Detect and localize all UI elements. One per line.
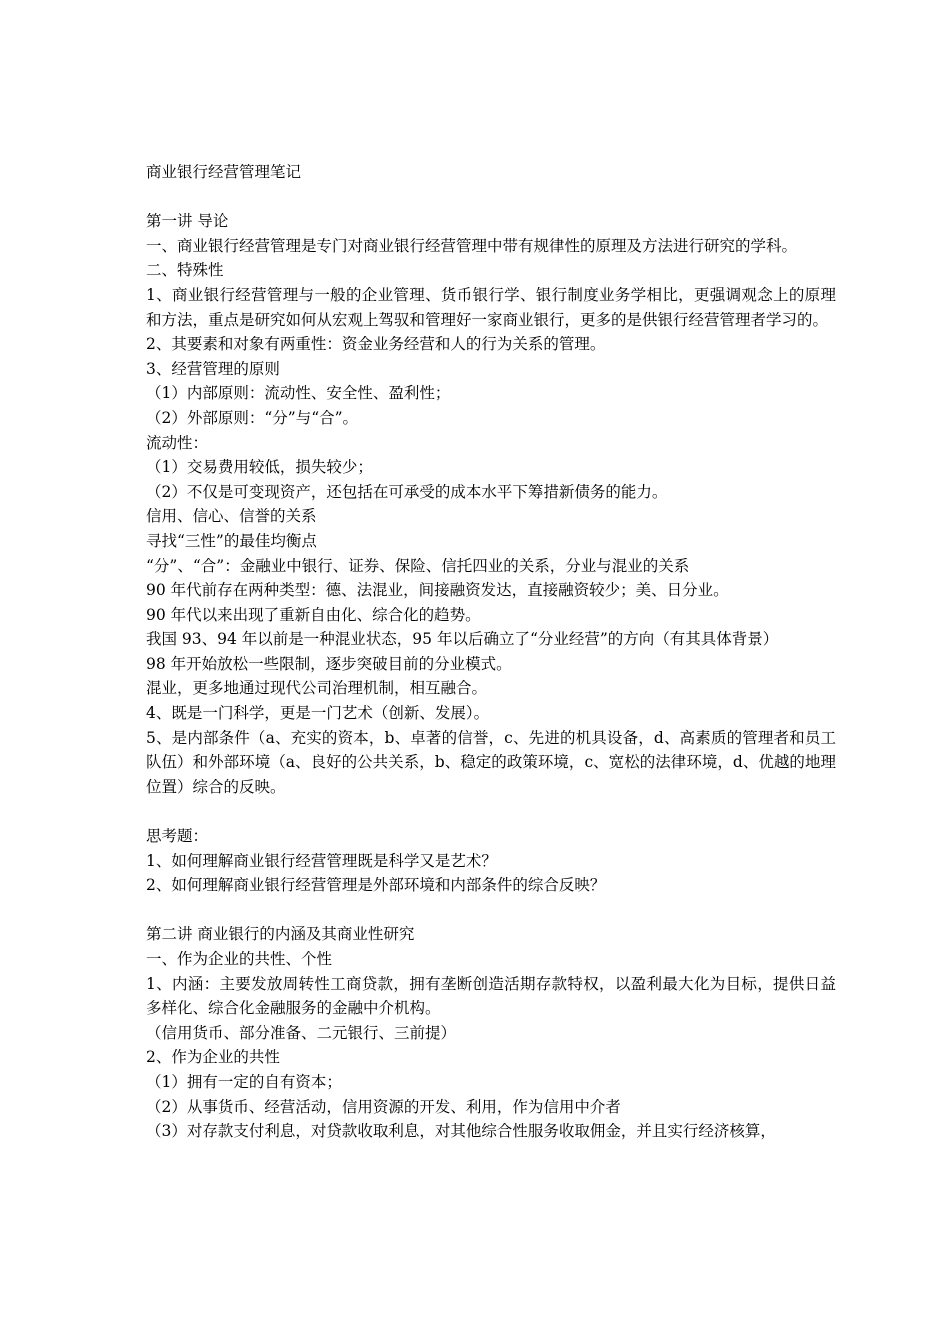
question-item: 1、如何理解商业银行经营管理既是科学又是艺术？: [146, 851, 497, 870]
paragraph: （信用货币、部分准备、二元银行、三前提）: [146, 1023, 457, 1042]
paragraph: （3）对存款支付利息，对贷款收取利息，对其他综合性服务收取佣金，并且实行经济核算，: [146, 1122, 776, 1141]
paragraph: 90 年代以来出现了重新自由化、综合化的趋势。: [146, 605, 481, 624]
paragraph: （1）内部原则：流动性、安全性、盈利性；: [146, 384, 451, 403]
paragraph: 一、商业银行经营管理是专门对商业银行经营管理中带有规律性的原理及方法进行研究的学科。: [146, 236, 798, 255]
paragraph: 98 年开始放松一些限制，逐步突破目前的分业模式。: [146, 654, 512, 673]
paragraph: （2）不仅是可变现资产，还包括在可承受的成本水平下筹措新债务的能力。: [146, 482, 668, 501]
questions-heading: 思考题：: [146, 827, 209, 846]
blank-line: [146, 185, 836, 210]
paragraph: 信用、信心、信誉的关系: [146, 507, 317, 526]
paragraph: 5、是内部条件（a、充实的资本，b、卓著的信誉，c、先进的机具设备，d、高素质的管理者和员工队伍）和外部环境（a、良好的公共关系，b、稳定的政策环境，c、宽松的法律环境，d、优越的地理位置）综合的反映。: [146, 728, 836, 796]
lecture-2-heading: 第二讲 商业银行的内涵及其商业性研究: [146, 925, 415, 944]
paragraph: （1）拥有一定的自有资本；: [146, 1072, 342, 1091]
paragraph: 混业，更多地通过现代公司治理机制，相互融合。: [146, 679, 488, 698]
paragraph: 一、作为企业的共性、个性: [146, 950, 333, 968]
paragraph: 2、作为企业的共性: [146, 1048, 280, 1067]
paragraph: 3、经营管理的原则: [146, 359, 280, 378]
paragraph: 我国 93、94 年以前是一种混业状态，95 年以后确立了“分业经营”的方向（有其具体背景）: [146, 630, 779, 649]
paragraph: （2）从事货币、经营活动，信用资源的开发、利用，作为信用中介者: [146, 1097, 621, 1116]
paragraph: 寻找“三性”的最佳均衡点: [146, 531, 317, 550]
paragraph: 90 年代前存在两种类型：德、法混业，间接融资发达，直接融资较少；美、日分业。: [146, 581, 729, 600]
paragraph: （2）外部原则：“分”与“合”。: [146, 408, 359, 427]
paragraph: 1、商业银行经营管理与一般的企业管理、货币银行学、银行制度业务学相比，更强调观念上的原理和方法，重点是研究如何从宏观上驾驭和管理好一家商业银行，更多的是供银行经营管理者学习的。: [146, 285, 836, 329]
document-body: [146, 160, 836, 1144]
document-title: 商业银行经营管理笔记: [146, 163, 302, 181]
paragraph: 2、其要素和对象有两重性：资金业务经营和人的行为关系的管理。: [146, 335, 606, 354]
question-item: 2、如何理解商业银行经营管理是外部环境和内部条件的综合反映？: [146, 876, 606, 895]
paragraph: “分”、“合”：金融业中银行、证券、保险、信托四业的关系，分业与混业的关系: [146, 556, 690, 575]
lecture-1-heading: 第一讲 导论: [146, 212, 229, 231]
paragraph: （1）交易费用较低，损失较少；: [146, 458, 373, 477]
blank-line: [146, 898, 836, 923]
paragraph: 4、既是一门科学，更是一门艺术（创新、发展）。: [146, 704, 490, 723]
paragraph: 二、特殊性: [146, 261, 224, 280]
blank-line: [146, 799, 836, 824]
paragraph: 流动性：: [146, 433, 209, 452]
paragraph: 1、内涵：主要发放周转性工商贷款，拥有垄断创造活期存款特权，以盈利最大化为目标，提供日益多样化、综合化金融服务的金融中介机构。: [146, 974, 836, 1018]
